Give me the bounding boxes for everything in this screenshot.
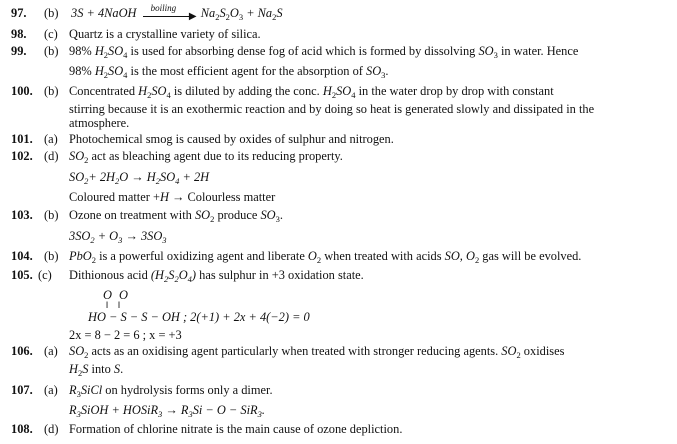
structure-105-oxygens: O O (103, 288, 130, 302)
answer-option: (d) (44, 149, 59, 163)
question-number: 99. (11, 44, 27, 58)
reaction-arrow: boiling ▶ (143, 12, 195, 17)
question-number: 100. (11, 84, 33, 98)
question-number: 108. (11, 422, 33, 436)
answer-option: (a) (44, 383, 58, 397)
question-number: 103. (11, 208, 33, 222)
question-number: 107. (11, 383, 33, 397)
answer-option: (b) (44, 6, 59, 20)
question-number: 106. (11, 344, 33, 358)
question-number: 105. (11, 268, 33, 282)
answer-option: (b) (44, 44, 59, 58)
answer-option: (a) (44, 132, 58, 146)
question-number: 97. (11, 6, 27, 20)
answer-option: (d) (44, 422, 59, 436)
question-number: 98. (11, 27, 27, 41)
structure-105-bonds: ‖ ‖ (106, 300, 121, 310)
question-number: 102. (11, 149, 33, 163)
question-number: 104. (11, 249, 33, 263)
answer-option: (c) (38, 268, 52, 282)
question-number: 101. (11, 132, 33, 146)
answer-option: (c) (44, 27, 58, 41)
answer-option: (b) (44, 84, 59, 98)
answer-option: (b) (44, 249, 59, 263)
answer-option: (a) (44, 344, 58, 358)
answer-option: (b) (44, 208, 59, 222)
